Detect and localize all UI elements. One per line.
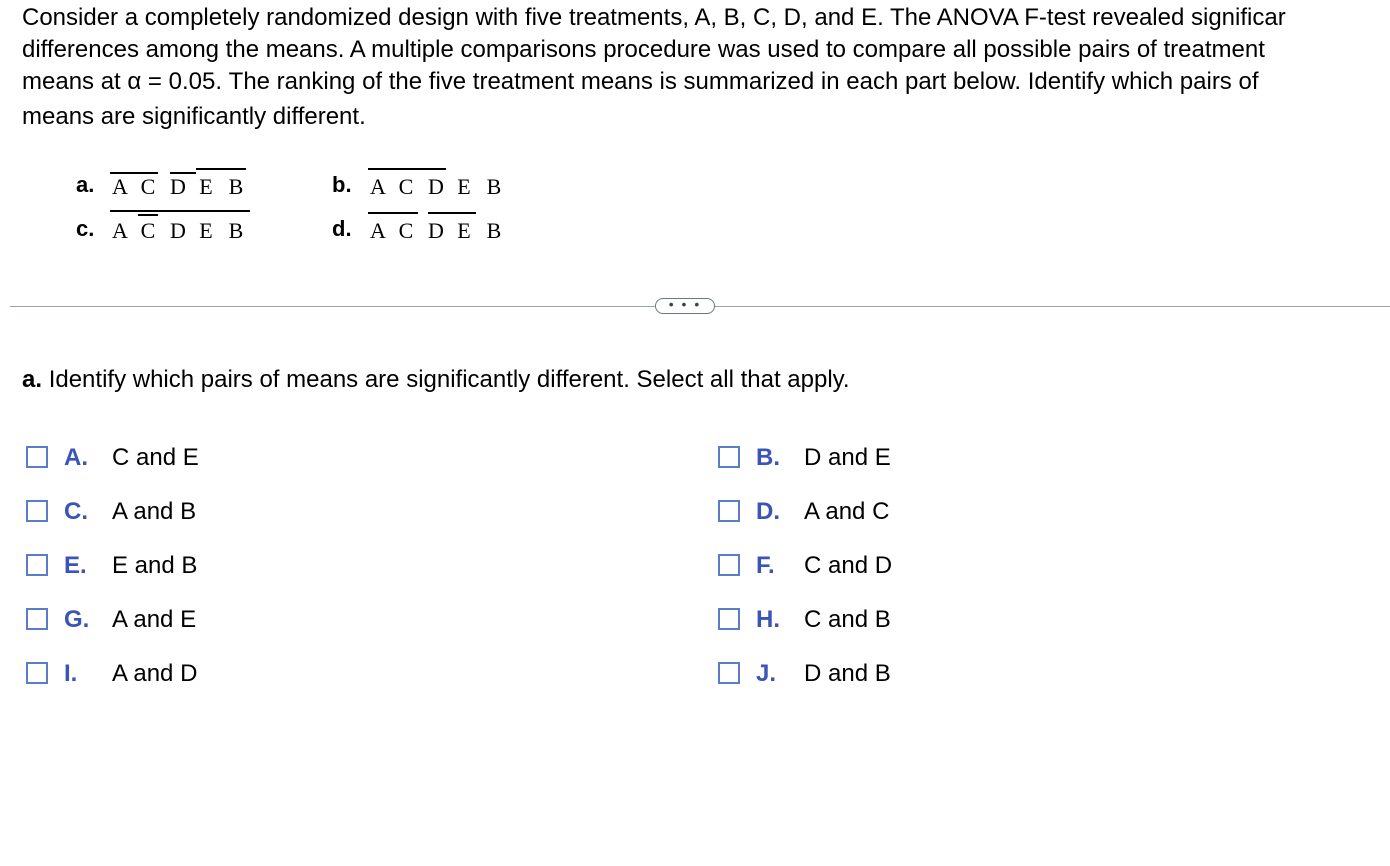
treatment-letter: E	[457, 174, 471, 199]
option-key: G.	[64, 606, 90, 633]
treatment-letter: D	[170, 174, 186, 199]
checkbox[interactable]	[26, 500, 48, 522]
ranking-label: d.	[332, 216, 352, 241]
ranking-d	[332, 216, 532, 246]
checkbox[interactable]	[26, 446, 48, 468]
treatment-letter: C	[140, 218, 156, 243]
checkbox[interactable]	[718, 662, 740, 684]
checkbox[interactable]	[718, 446, 740, 468]
option-text: D and E	[804, 444, 891, 471]
option-a[interactable]	[26, 444, 326, 474]
treatment-letter: D	[170, 218, 186, 243]
treatment-letter: C	[398, 218, 414, 243]
option-h[interactable]	[718, 606, 1018, 636]
option-e[interactable]	[26, 552, 326, 582]
checkbox[interactable]	[718, 554, 740, 576]
checkbox[interactable]	[26, 608, 48, 630]
ranking-label: c.	[76, 216, 95, 241]
option-key: J.	[756, 660, 777, 687]
option-text: C and D	[804, 552, 893, 579]
option-text: A and C	[804, 498, 890, 525]
option-key: A.	[64, 444, 88, 471]
treatment-letter: E	[199, 174, 213, 199]
treatment-letter: B	[228, 174, 244, 199]
intro-line-4: means are significantly different.	[22, 103, 366, 130]
option-key: D.	[756, 498, 780, 525]
intro-line-1: Consider a completely randomized design with five treatments, A, B, C, D, and E. The ANOVA F-test revealed significar	[22, 4, 1286, 31]
treatment-letter: B	[228, 218, 244, 243]
option-text: C and E	[112, 444, 199, 471]
ranking-b	[332, 172, 532, 202]
grouping-bar	[428, 212, 476, 214]
option-key: C.	[64, 498, 88, 525]
option-key: I.	[64, 660, 78, 687]
treatment-letter: D	[428, 174, 444, 199]
question-label: a.	[22, 366, 43, 393]
checkbox[interactable]	[26, 662, 48, 684]
option-key: H.	[756, 606, 780, 633]
grouping-bar	[138, 214, 158, 216]
treatment-letter: A	[112, 174, 128, 199]
option-f[interactable]	[718, 552, 1018, 582]
checkbox[interactable]	[26, 554, 48, 576]
problem-statement	[22, 2, 1390, 133]
question-text: Identify which pairs of means are significantly different. Select all that apply.	[48, 366, 850, 393]
ranking-a	[76, 172, 276, 202]
option-b[interactable]	[718, 444, 1018, 474]
treatment-letter: A	[112, 218, 128, 243]
option-text: A and E	[112, 606, 197, 633]
grouping-bar	[368, 212, 418, 214]
ranking-c	[76, 216, 276, 246]
treatment-letter: B	[486, 218, 502, 243]
option-text: E and B	[112, 552, 198, 579]
option-text: D and B	[804, 660, 891, 687]
grouping-bar	[110, 172, 158, 174]
grouping-bar	[110, 210, 250, 212]
treatment-letter: A	[370, 218, 386, 243]
treatment-letter: A	[370, 174, 386, 199]
grouping-bar	[368, 168, 446, 170]
option-key: F.	[756, 552, 775, 579]
option-text: C and B	[804, 606, 891, 633]
intro-line-3: means at α = 0.05. The ranking of the five treatment means is summarized in each part below. Identify which pairs of	[22, 68, 1259, 95]
option-j[interactable]	[718, 660, 1018, 690]
treatment-letter: D	[428, 218, 444, 243]
treatment-letter: C	[398, 174, 414, 199]
option-i[interactable]	[26, 660, 326, 690]
treatment-letter: C	[140, 174, 156, 199]
question-prompt	[22, 366, 850, 394]
option-key: E.	[64, 552, 87, 579]
treatment-letter: E	[199, 218, 213, 243]
option-text: A and D	[112, 660, 198, 687]
grouping-bar	[196, 168, 246, 170]
more-options-button[interactable]: • • •	[655, 298, 715, 314]
ranking-label: a.	[76, 172, 95, 197]
ranking-label: b.	[332, 172, 352, 197]
option-key: B.	[756, 444, 780, 471]
checkbox[interactable]	[718, 608, 740, 630]
treatment-letter: E	[457, 218, 471, 243]
option-g[interactable]	[26, 606, 326, 636]
option-c[interactable]	[26, 498, 326, 528]
option-text: A and B	[112, 498, 197, 525]
checkbox[interactable]	[718, 500, 740, 522]
option-d[interactable]	[718, 498, 1018, 528]
grouping-bar	[170, 172, 196, 174]
intro-line-2: differences among the means. A multiple comparisons procedure was used to compare all possible pairs of treatment	[22, 36, 1265, 63]
treatment-letter: B	[486, 174, 502, 199]
